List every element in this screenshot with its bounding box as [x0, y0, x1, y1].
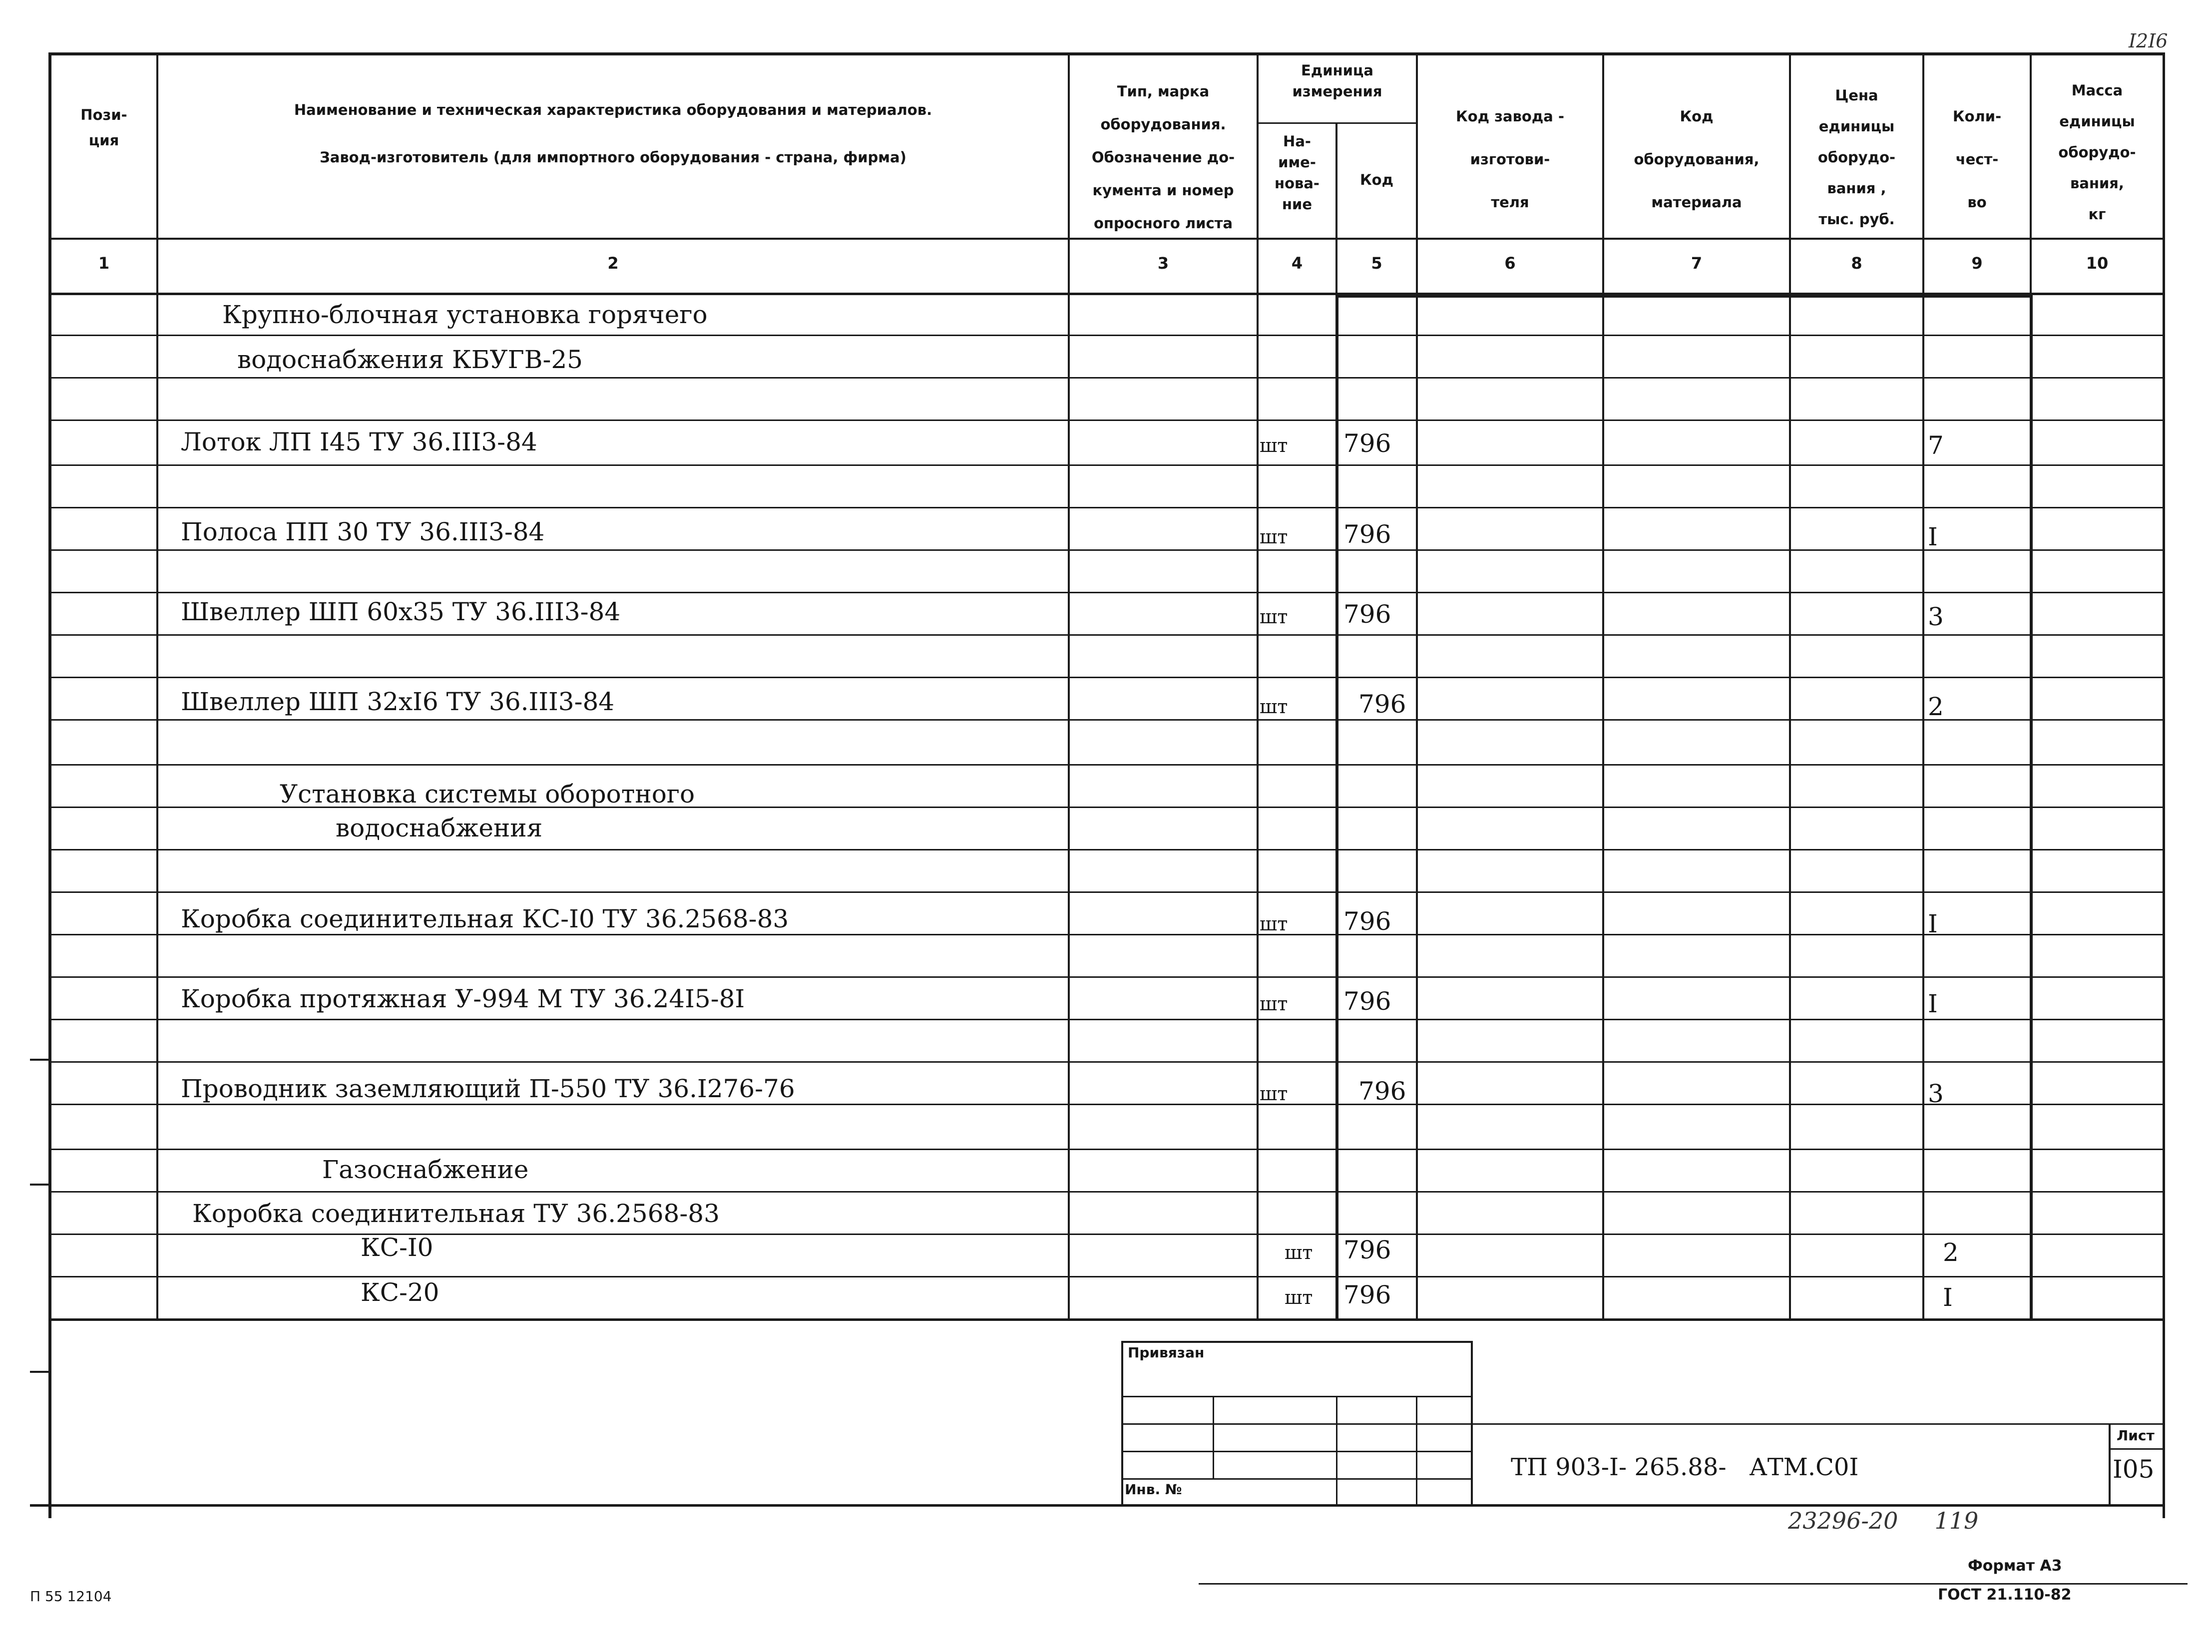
item-unit-code: 796 [1343, 429, 1391, 458]
header-unit-name: На- име- нова- ние [1275, 133, 1320, 213]
corner-mark: I2I6 [2129, 30, 2168, 52]
colnum-5: 5 [1371, 254, 1382, 273]
item-quantity: I [1943, 1283, 1953, 1312]
item-unit-code: 796 [1358, 1077, 1406, 1106]
item-name: Полоса ПП 30 ТУ 36.III3-84 [181, 517, 545, 546]
item-name: КС-20 [361, 1278, 440, 1307]
item-unit: шт [1260, 1083, 1288, 1105]
colnum-9: 9 [1971, 254, 1983, 273]
item-quantity: 3 [1928, 1079, 1944, 1108]
item-name: Проводник заземляющий П-550 ТУ 36.I276-76 [181, 1074, 795, 1103]
section-heading: водоснабжения [336, 814, 543, 842]
item-name: Коробка протяжная У-994 М ТУ 36.24I5-8I [181, 984, 745, 1013]
archive-code: П 55 12104 [30, 1588, 112, 1605]
header-type: Тип, марка оборудования. Обозначение до- кумента и номер опросного листа [1091, 83, 1235, 232]
stamp-sheet-label: Лист [2117, 1427, 2155, 1444]
item-unit: шт [1285, 1241, 1313, 1263]
item-quantity: 7 [1928, 431, 1944, 460]
item-quantity: I [1928, 909, 1938, 938]
item-name: Лоток ЛП I45 ТУ 36.III3-84 [181, 427, 537, 456]
item-name: КС-I0 [361, 1233, 434, 1262]
document-designation: ТП 903-I- 265.88- АТМ.С0I [1511, 1453, 1859, 1481]
item-unit: шт [1260, 993, 1288, 1015]
header-unit-code: Код [1359, 171, 1394, 188]
header-name-line2: Завод-изготовитель (для импортного оборудования - страна, фирма) [320, 149, 906, 166]
stamp-inv-label: Инв. № [1125, 1481, 1182, 1498]
colnum-10: 10 [2086, 254, 2109, 273]
header-quantity: Коли- чест- во [1952, 108, 2002, 211]
item-quantity: I [1928, 522, 1938, 551]
item-unit-code: 796 [1343, 1280, 1391, 1309]
section-heading: Крупно-блочная установка горячего [222, 300, 708, 329]
item-unit-code: 796 [1343, 520, 1391, 549]
item-quantity: I [1928, 989, 1938, 1018]
colnum-2: 2 [607, 254, 619, 273]
colnum-3: 3 [1157, 254, 1169, 273]
format-label: Формат А3 [1968, 1557, 2062, 1575]
item-unit: шт [1260, 434, 1288, 456]
header-unit-group: Единица измерения [1292, 62, 1382, 100]
item-unit-code: 796 [1343, 987, 1391, 1016]
header-equipment-code: Код оборудования, материала [1634, 108, 1760, 211]
item-quantity: 2 [1928, 692, 1944, 721]
section-heading: Газоснабжение [322, 1155, 529, 1184]
section-heading: водоснабжения КБУГВ-25 [237, 345, 583, 374]
item-unit: шт [1285, 1286, 1313, 1308]
header-factory-code: Код завода - изготови- теля [1456, 108, 1564, 211]
item-unit-code: 796 [1343, 907, 1391, 936]
colnum-1: 1 [98, 254, 110, 273]
colnum-4: 4 [1291, 254, 1303, 273]
item-name: Швеллер ШП 32xI6 ТУ 36.III3-84 [181, 687, 615, 716]
item-unit: шт [1260, 606, 1288, 628]
item-unit-code: 796 [1358, 690, 1406, 719]
section-heading: Установка системы оборотного [280, 780, 695, 809]
item-unit: шт [1260, 913, 1288, 935]
section-heading: Коробка соединительная ТУ 36.2568-83 [192, 1199, 720, 1228]
handwritten-number: 23296-20 119 [1788, 1507, 1979, 1534]
item-name: Коробка соединительная КС-I0 ТУ 36.2568-83 [181, 904, 789, 933]
header-price: Цена единицы оборудо- вания , тыс. руб. [1817, 87, 1896, 228]
colnum-7: 7 [1691, 254, 1703, 273]
item-unit: шт [1260, 526, 1288, 548]
item-unit-code: 796 [1343, 600, 1391, 629]
stamp-sheet-number: I05 [2113, 1455, 2155, 1484]
gost-label: ГОСТ 21.110-82 [1938, 1586, 2072, 1604]
stamp-bound-label: Привязан [1128, 1344, 1205, 1361]
header-mass: Масса единицы оборудо- вания, кг [2058, 82, 2136, 223]
item-quantity: 2 [1943, 1238, 1959, 1267]
item-unit: шт [1260, 696, 1288, 718]
header-name-line1: Наименование и техническая характеристика оборудования и материалов. [294, 101, 932, 118]
item-unit-code: 796 [1343, 1236, 1391, 1264]
colnum-6: 6 [1504, 254, 1516, 273]
colnum-8: 8 [1851, 254, 1862, 273]
item-quantity: 3 [1928, 602, 1944, 631]
item-name: Швеллер ШП 60x35 ТУ 36.III3-84 [181, 597, 621, 626]
header-position: Пози- ция [80, 106, 127, 149]
